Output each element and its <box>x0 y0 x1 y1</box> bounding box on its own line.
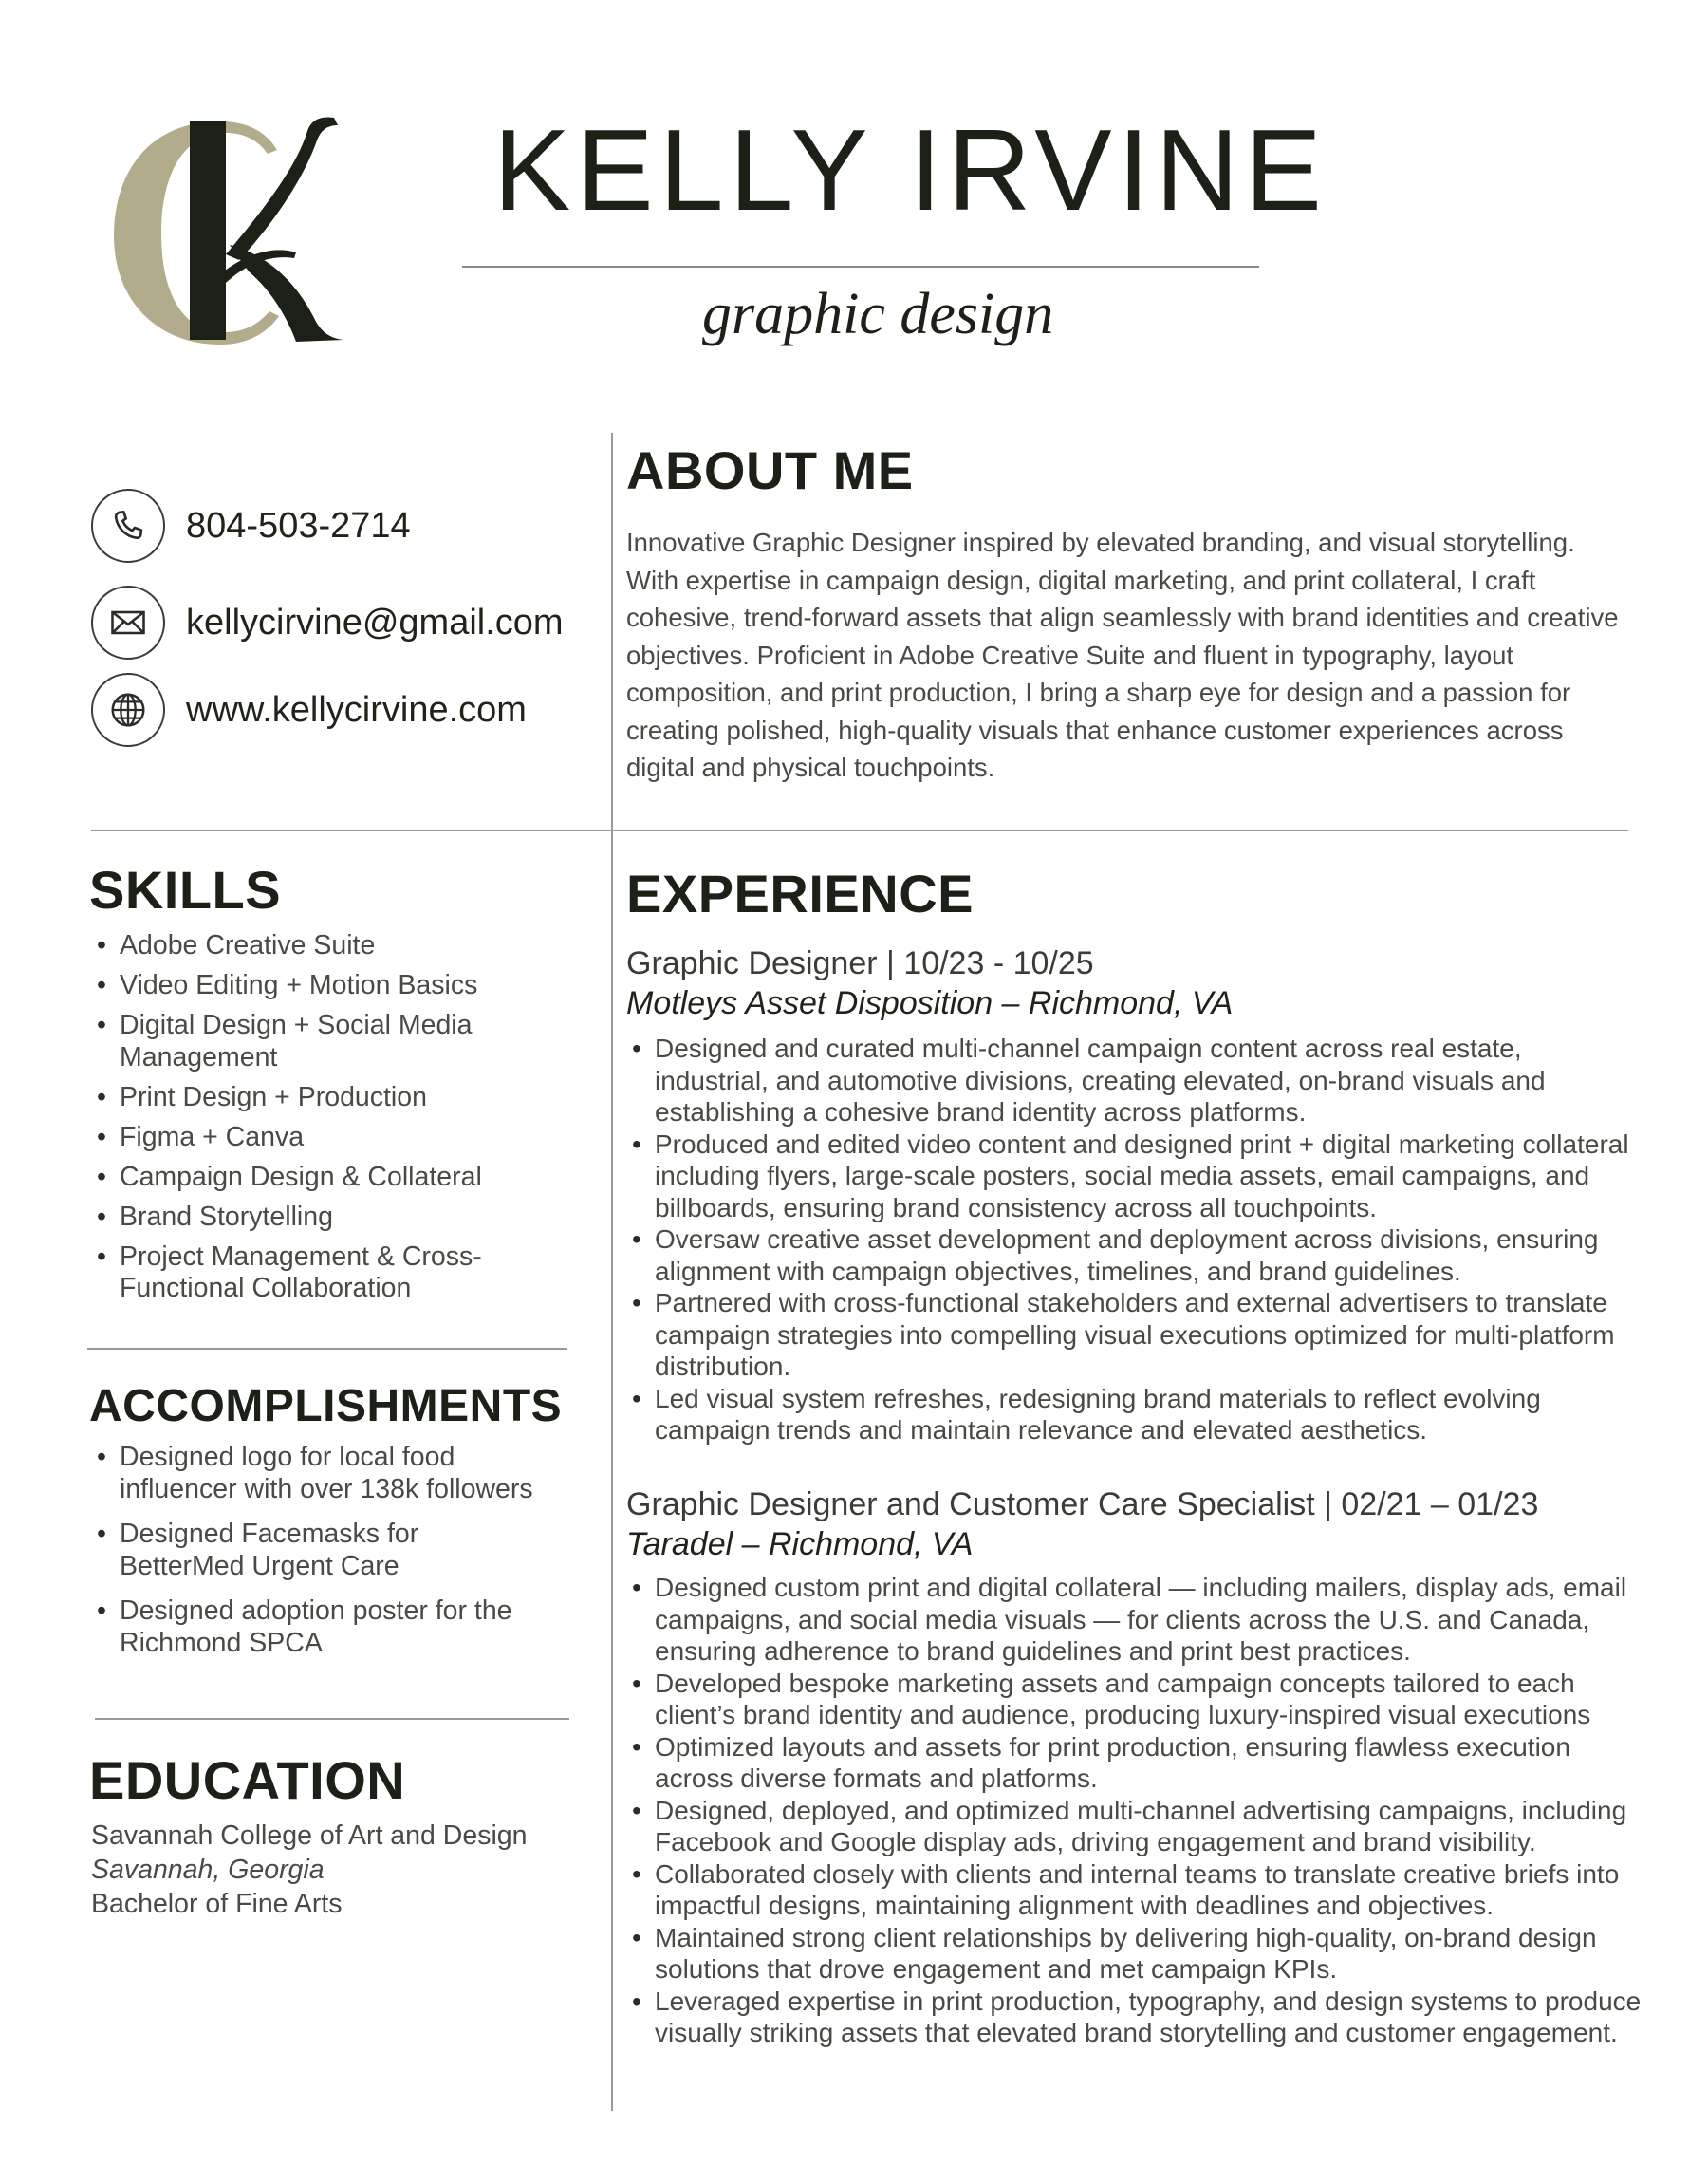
list-item: • Designed, deployed, and optimized multi-channel advertising campaigns, including Facebook and Google display ads, driving engagement and brand visibility. <box>626 1795 1642 1858</box>
list-item: • Designed custom print and digital collateral — including mailers, display ads, email campaigns, and social media visuals — for clients across the U.S. and Canada, ensuring adherence to brand guidelines and print best practices. <box>626 1572 1642 1668</box>
contact-email <box>91 586 564 660</box>
about-text: Innovative Graphic Designer inspired by elevated branding, and visual storytelling. With expertise in campaign design, digital marketing, and print collateral, I craft cohesive, trend-forward assets that align seamlessly with brand identities and creative objectives. Proficient in Adobe Creative Suite and fluent in typography, layout composition, and print production, I bring a sharp eye for design and a passion for creating polished, high-quality visuals that enhance customer experiences across digital and physical touchpoints. <box>626 528 1619 782</box>
list-item: • Brand Storytelling <box>91 1202 537 1234</box>
ck-monogram-icon <box>106 112 391 349</box>
job-1-bullets <box>626 1033 1642 1446</box>
experience-heading: EXPERIENCE <box>626 864 974 924</box>
skills-list <box>91 930 537 1313</box>
list-item: • Video Editing + Motion Basics <box>91 970 537 1002</box>
education-school: Savannah College of Art and Design <box>91 1820 528 1851</box>
email-link[interactable]: kellycirvine@gmail.com <box>186 602 564 643</box>
tagline: graphic design <box>702 282 1054 346</box>
monogram-logo <box>106 112 391 349</box>
contact-phone <box>91 489 411 563</box>
education-degree: Bachelor of Fine Arts <box>91 1889 343 1919</box>
list-item: • Collaborated closely with clients and internal teams to translate creative briefs into impactful designs, maintaining alignment with deadlines and objectives. <box>626 1858 1642 1922</box>
skills-heading: SKILLS <box>89 860 282 920</box>
list-item: • Partnered with cross-functional stakeholders and external advertisers to translate campaign strategies into compelling visual executions optimized for multi-platform distribution. <box>626 1287 1642 1383</box>
list-item: • Figma + Canva <box>91 1122 537 1154</box>
list-item: • Oversaw creative asset development and deployment across divisions, ensuring alignment with campaign objectives, timelines, and brand guidelines. <box>626 1223 1642 1287</box>
contact-website <box>91 673 527 747</box>
list-item: • Maintained strong client relationships by delivering high-quality, on-brand design solutions that drove engagement and met campaign KPIs. <box>626 1922 1642 1986</box>
sidebar-divider-2 <box>95 1718 569 1720</box>
job-2-company: Taradel – Richmond, VA <box>626 1526 974 1562</box>
accomplishments-heading: ACCOMPLISHMENTS <box>89 1381 563 1431</box>
name-underline-rule <box>462 266 1259 268</box>
globe-icon <box>91 673 165 747</box>
mail-icon <box>91 586 165 660</box>
list-item: • Leveraged expertise in print production, typography, and design systems to produce visually striking assets that elevated brand storytelling and customer engagement. <box>626 1986 1642 2049</box>
list-item: • Designed logo for local food influencer with over 138k followers <box>91 1441 547 1505</box>
education-location: Savannah, Georgia <box>91 1855 325 1885</box>
job-2-title: Graphic Designer and Customer Care Specialist | 02/21 – 01/23 <box>626 1486 1539 1522</box>
resume-name: KELLY IRVINE <box>493 105 1327 234</box>
education-heading: EDUCATION <box>89 1750 406 1810</box>
sidebar-divider-1 <box>87 1348 567 1350</box>
job-1-company: Motleys Asset Disposition – Richmond, VA <box>626 985 1234 1021</box>
list-item: • Designed adoption poster for the Richmond SPCA <box>91 1595 547 1659</box>
list-item: • Project Management & Cross-Functional Collaboration <box>91 1241 537 1305</box>
accomplishments-list <box>91 1441 547 1671</box>
list-item: • Adobe Creative Suite <box>91 930 537 962</box>
job-1-title: Graphic Designer | 10/23 - 10/25 <box>626 945 1094 981</box>
section-divider-top <box>91 830 1628 831</box>
list-item: • Produced and edited video content and designed print + digital marketing collateral including flyers, large-scale posters, social media assets, email campaigns, and billboards, ensuring brand consistency across all touchpoints. <box>626 1129 1642 1224</box>
list-item: • Developed bespoke marketing assets and campaign concepts tailored to each client’s brand identity and audience, producing luxury-inspired visual executions <box>626 1668 1642 1731</box>
list-item: • Designed and curated multi-channel campaign content across real estate, industrial, and automotive divisions, creating elevated, on-brand visuals and establishing a cohesive brand identity across platforms. <box>626 1033 1642 1129</box>
phone-icon <box>91 489 165 563</box>
list-item: • Designed Facemasks for BetterMed Urgent Care <box>91 1518 547 1582</box>
column-divider <box>611 433 613 2111</box>
list-item: • Optimized layouts and assets for print production, ensuring flawless execution across diverse formats and platforms. <box>626 1731 1642 1795</box>
list-item: • Campaign Design & Collateral <box>91 1162 537 1194</box>
list-item: • Digital Design + Social Media Management <box>91 1010 537 1073</box>
about-heading: ABOUT ME <box>626 440 914 500</box>
phone-number[interactable]: 804-503-2714 <box>186 505 411 546</box>
list-item: • Print Design + Production <box>91 1082 537 1114</box>
list-item: • Led visual system refreshes, redesigning brand materials to reflect evolving campaign trends and maintain relevance and elevated aesthetics. <box>626 1383 1642 1446</box>
job-2-bullets <box>626 1572 1642 2049</box>
website-link[interactable]: www.kellycirvine.com <box>186 689 527 730</box>
